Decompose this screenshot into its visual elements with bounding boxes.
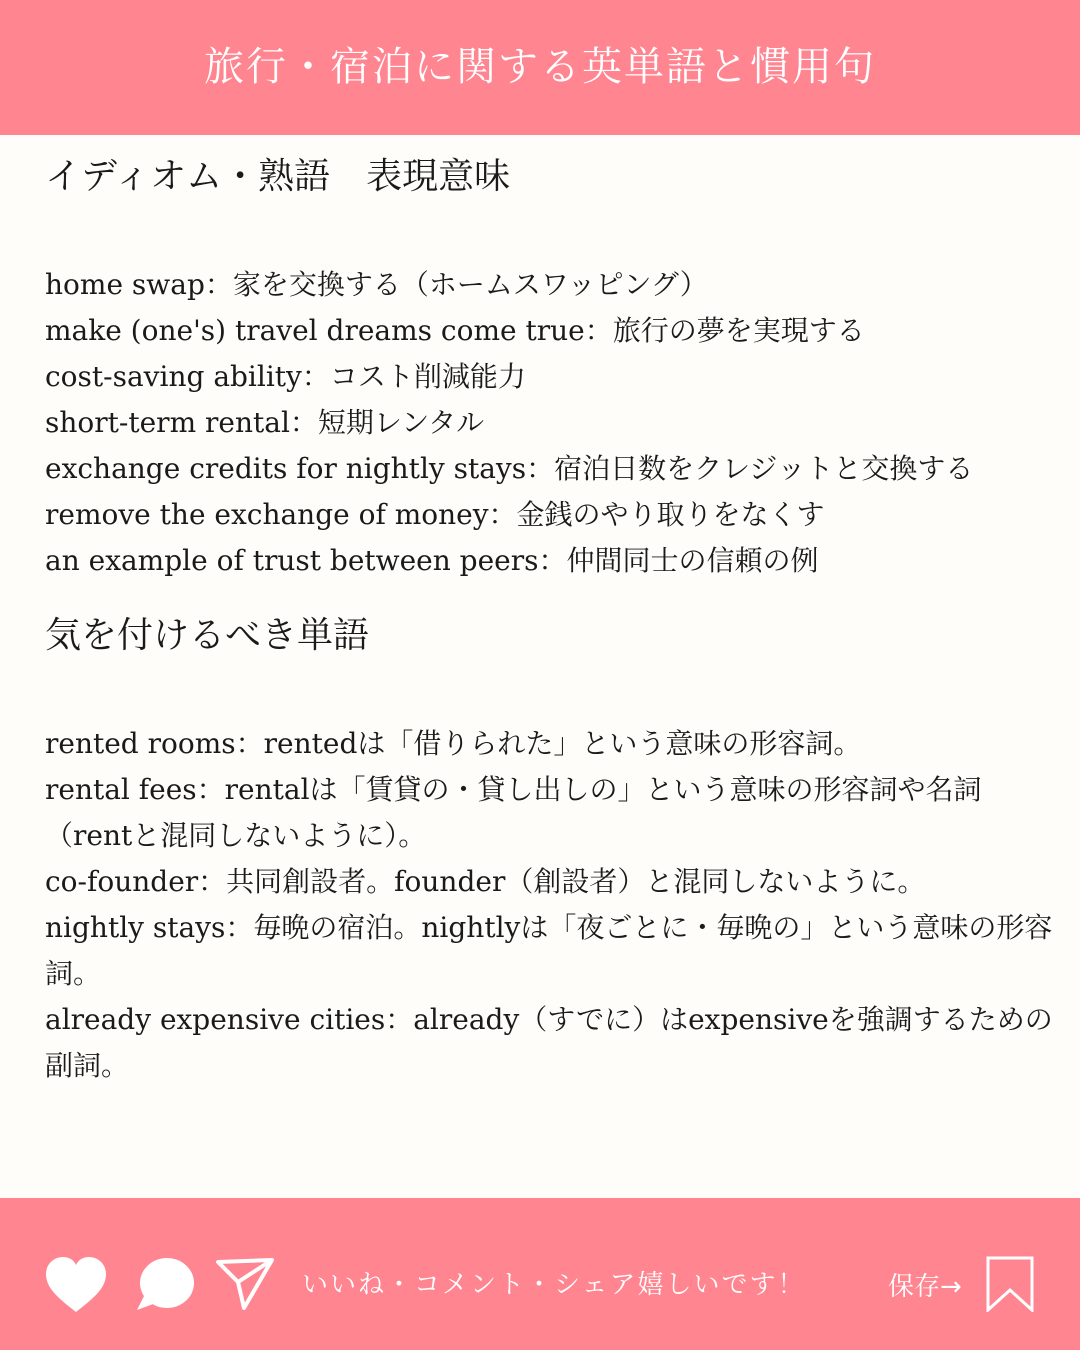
header-banner — [0, 0, 1080, 135]
idioms-list — [45, 262, 1057, 584]
share-icon[interactable] — [214, 1256, 276, 1312]
idiom-item: an example of trust between peers：仲間同士の信頼の例 — [45, 544, 819, 578]
comment-icon[interactable] — [134, 1256, 196, 1314]
footer-message: いいね・コメント・シェア嬉しいです！ — [302, 1270, 806, 1300]
save-label[interactable]: 保存→ — [888, 1272, 962, 1302]
bookmark-icon[interactable] — [986, 1256, 1034, 1312]
caution-words-list — [45, 721, 1057, 1089]
caution-words-heading: 気を付けるべき単語 — [45, 615, 370, 657]
heart-icon[interactable] — [44, 1256, 108, 1314]
idiom-item: cost-saving ability：コスト削減能力 — [45, 360, 526, 394]
section-spacer — [45, 584, 1057, 614]
main-content — [45, 135, 1057, 1089]
idiom-item: remove the exchange of money：金銭のやり取りをなくす — [45, 498, 825, 532]
idioms-heading: イディオム・熟語 表現意味 — [45, 156, 511, 197]
caution-word-item: nightly stays：毎晩の宿泊。nightlyは「夜ごとに・毎晩の」という意味の形容詞。 — [45, 911, 1053, 991]
caution-word-item: rented rooms：rentedは「借りられた」という意味の形容詞。 — [45, 727, 862, 761]
caution-word-item: co-founder：共同創設者。founder（創設者）と混同しないように。 — [45, 865, 926, 899]
page-title: 旅行・宿泊に関する英単語と慣用句 — [204, 44, 876, 90]
idiom-item: make (one's) travel dreams come true：旅行の夢を実現する — [45, 314, 865, 348]
footer-bar — [0, 1198, 1080, 1350]
idiom-item: exchange credits for nightly stays：宿泊日数をクレジットと交換する — [45, 452, 974, 486]
idiom-item: short-term rental：短期レンタル — [45, 406, 485, 440]
idiom-item: home swap：家を交換する（ホームスワッピング） — [45, 268, 708, 302]
caution-word-item: already expensive cities：already（すでに）はexpensiveを強調するための副詞。 — [45, 1003, 1053, 1083]
caution-word-item: rental fees：rentalは「賃貸の・貸し出しの」という意味の形容詞や名詞（rentと混同しないように）。 — [45, 773, 982, 853]
